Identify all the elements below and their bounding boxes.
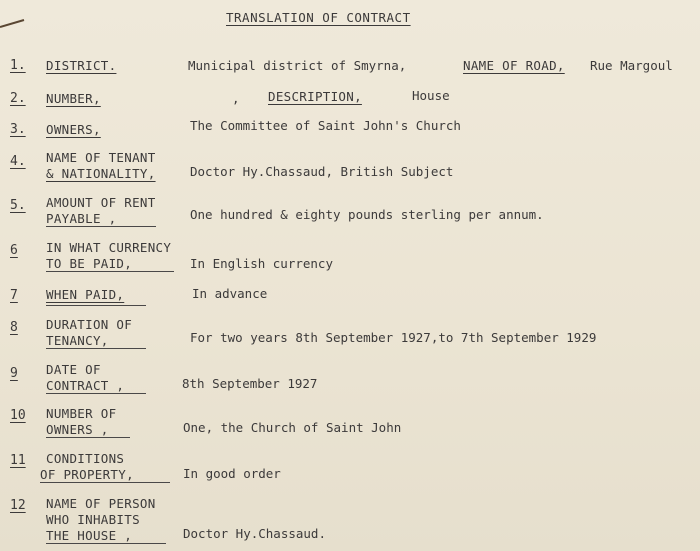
label-underline [40, 482, 170, 483]
item-label: AMOUNT OF RENT [46, 195, 156, 210]
item-value: Doctor Hy.Chassaud. [183, 526, 326, 541]
item-value: 8th September 1927 [182, 376, 318, 391]
item-value: Doctor Hy.Chassaud, British Subject [190, 164, 454, 179]
item-value: For two years 8th September 1927,to 7th September 1929 [190, 330, 597, 345]
item-label: TENANCY, [46, 333, 109, 348]
item-label: & NATIONALITY, [46, 166, 156, 181]
item-extra-label: DESCRIPTION, [268, 89, 362, 104]
item-value: In advance [192, 286, 268, 301]
item-label: PAYABLE , [46, 211, 117, 226]
item-extra-label: NAME OF ROAD, [463, 58, 565, 73]
item-label: NUMBER OF [46, 406, 117, 421]
item-label: NAME OF PERSON [46, 496, 156, 511]
item-label: TO BE PAID, [46, 256, 133, 271]
item-number: 8 [10, 320, 18, 335]
item-label: OWNERS , [46, 422, 109, 437]
item-label: NUMBER, [46, 91, 101, 106]
item-number: 6 [10, 243, 18, 258]
label-underline [46, 437, 130, 438]
label-underline [46, 226, 156, 227]
item-label: WHO INHABITS [46, 512, 140, 527]
item-label: DISTRICT. [46, 58, 117, 73]
label-underline [46, 348, 146, 349]
item-extra-value: Rue Margoul [590, 58, 673, 73]
item-label: NAME OF TENANT [46, 150, 156, 165]
item-label: DURATION OF [46, 317, 133, 332]
document-title: TRANSLATION OF CONTRACT [226, 10, 411, 25]
item-number: 12 [10, 498, 26, 513]
item-number: 11 [10, 453, 26, 468]
item-label: DATE OF [46, 362, 101, 377]
item-label: OF PROPERTY, [40, 467, 134, 482]
item-number: 3. [10, 122, 26, 137]
item-number: 2. [10, 91, 26, 106]
item-number: 5. [10, 198, 26, 213]
item-label: OWNERS, [46, 122, 101, 137]
item-value: In good order [183, 466, 281, 481]
ink-mark [0, 18, 26, 30]
item-label: CONDITIONS [46, 451, 125, 466]
item-value: One, the Church of Saint John [183, 420, 402, 435]
item-value: One hundred & eighty pounds sterling per annum. [190, 207, 544, 222]
item-number: 10 [10, 408, 26, 423]
label-underline [46, 393, 146, 394]
label-underline [46, 305, 146, 306]
item-number: 1. [10, 58, 26, 73]
item-value: In English currency [190, 256, 333, 271]
item-value: Municipal district of Smyrna, [188, 58, 407, 73]
item-label: THE HOUSE , [46, 528, 133, 543]
item-label: IN WHAT CURRENCY [46, 240, 172, 255]
item-number: 4. [10, 154, 26, 169]
item-value: , [232, 91, 240, 106]
item-label: WHEN PAID, [46, 287, 125, 302]
item-number: 7 [10, 288, 18, 303]
item-value: The Committee of Saint John's Church [190, 118, 461, 133]
item-number: 9 [10, 366, 18, 381]
label-underline [46, 271, 174, 272]
item-label: CONTRACT , [46, 378, 125, 393]
label-underline [46, 543, 166, 544]
item-extra-value: House [412, 88, 450, 103]
